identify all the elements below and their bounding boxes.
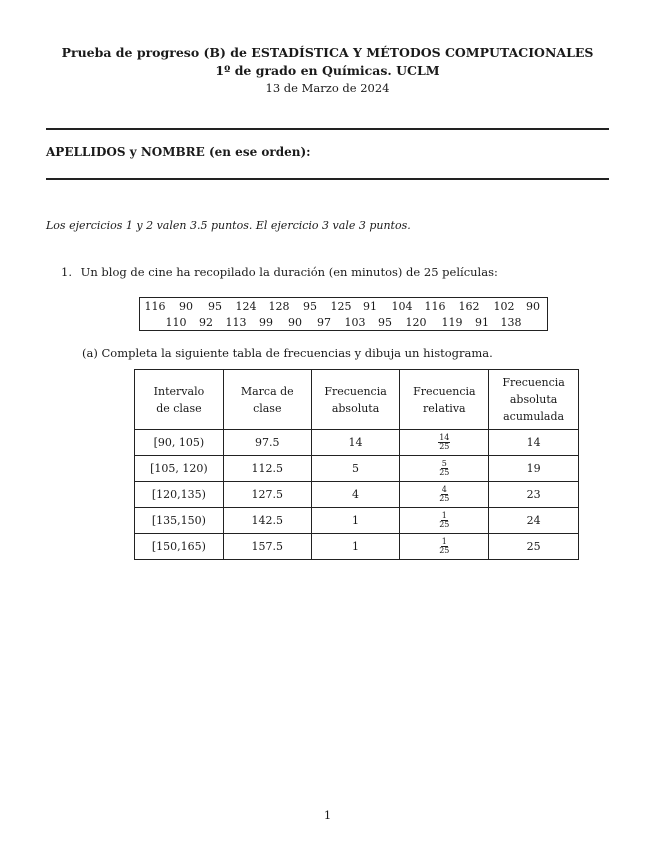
frequency-table [134, 369, 579, 560]
divider-bottom [46, 178, 609, 180]
header-relative-frequency: Frecuencia relativa [400, 370, 489, 430]
table-row [135, 456, 579, 482]
cumulative-frequency-cell: 24 [489, 508, 579, 534]
header-cumulative-frequency: Frecuencia absoluta acumulada [489, 370, 579, 430]
header-class-mark: Marca de clase [223, 370, 311, 430]
data-value: 116 [424, 300, 446, 313]
table-row [135, 482, 579, 508]
interval-cell: [90, 105) [135, 430, 224, 456]
fraction [439, 512, 449, 529]
interval-cell: [105, 120) [135, 456, 224, 482]
fraction-denominator: 25 [439, 494, 450, 503]
exam-date: 13 de Marzo de 2024 [265, 81, 390, 95]
fraction [439, 486, 449, 503]
fraction-numerator: 1 [441, 511, 447, 520]
fraction-denominator: 25 [439, 442, 450, 451]
absolute-frequency-cell: 1 [311, 508, 400, 534]
table-row [135, 534, 579, 560]
table-header-row [135, 370, 579, 430]
interval-cell: [120,135) [135, 482, 224, 508]
data-value: 95 [303, 300, 317, 313]
class-mark-cell: 157.5 [223, 534, 311, 560]
data-value: 91 [475, 316, 489, 329]
exercise-1-statement [61, 265, 498, 279]
duration-data-box [139, 297, 548, 331]
cumulative-frequency-cell: 25 [489, 534, 579, 560]
data-value: 99 [259, 316, 273, 329]
data-value: 128 [268, 300, 290, 313]
data-value: 124 [235, 300, 257, 313]
data-value: 102 [493, 300, 515, 313]
divider-top [46, 128, 609, 130]
relative-frequency-cell [400, 508, 489, 534]
class-mark-cell: 97.5 [223, 430, 311, 456]
part-a-statement: (a) Completa la siguiente tabla de frecuencias y dibuja un histograma. [82, 346, 493, 360]
class-mark-cell: 142.5 [223, 508, 311, 534]
interval-cell: [135,150) [135, 508, 224, 534]
relative-frequency-cell [400, 456, 489, 482]
header-interval: Intervalo de clase [135, 370, 224, 430]
data-value: 90 [288, 316, 302, 329]
scoring-instructions: Los ejercicios 1 y 2 valen 3.5 puntos. El ejercicio 3 vale 3 puntos. [46, 219, 411, 232]
fraction-numerator: 1 [441, 537, 447, 546]
fraction-numerator: 14 [439, 433, 450, 442]
data-value: 119 [441, 316, 463, 329]
fraction [438, 434, 450, 451]
fraction-denominator: 25 [439, 520, 450, 529]
exam-title: Prueba de progreso (B) de ESTADÍSTICA Y MÉTODOS COMPUTACIONALES [61, 45, 594, 60]
interval-cell: [150,165) [135, 534, 224, 560]
data-value: 103 [344, 316, 366, 329]
data-value: 125 [330, 300, 352, 313]
relative-frequency-cell [400, 430, 489, 456]
data-value: 97 [317, 316, 331, 329]
data-value: 104 [391, 300, 413, 313]
page-number: 1 [323, 808, 332, 822]
data-row-2 [140, 316, 547, 331]
table-row [135, 508, 579, 534]
data-value: 90 [179, 300, 193, 313]
data-value: 95 [208, 300, 222, 313]
data-value: 95 [378, 316, 392, 329]
class-mark-cell: 127.5 [223, 482, 311, 508]
class-mark-cell: 112.5 [223, 456, 311, 482]
data-value: 162 [458, 300, 480, 313]
name-field-label: APELLIDOS y NOMBRE (en ese orden): [46, 145, 311, 159]
data-value: 120 [405, 316, 427, 329]
data-row-1 [140, 300, 547, 315]
absolute-frequency-cell: 14 [311, 430, 400, 456]
fraction-numerator: 5 [441, 459, 447, 468]
data-value: 110 [165, 316, 187, 329]
table-row [135, 430, 579, 456]
data-value: 116 [144, 300, 166, 313]
absolute-frequency-cell: 5 [311, 456, 400, 482]
data-value: 138 [500, 316, 522, 329]
relative-frequency-cell [400, 482, 489, 508]
data-value: 91 [363, 300, 377, 313]
fraction-denominator: 25 [439, 468, 450, 477]
header-absolute-frequency: Frecuencia absoluta [311, 370, 400, 430]
exercise-1-number: 1. [61, 265, 72, 279]
cumulative-frequency-cell: 19 [489, 456, 579, 482]
data-value: 113 [225, 316, 247, 329]
fraction [439, 538, 449, 555]
fraction [439, 460, 449, 477]
fraction-numerator: 4 [441, 485, 447, 494]
fraction-denominator: 25 [439, 546, 450, 555]
exam-subtitle: 1º de grado en Químicas. UCLM [215, 63, 440, 78]
cumulative-frequency-cell: 23 [489, 482, 579, 508]
absolute-frequency-cell: 1 [311, 534, 400, 560]
relative-frequency-cell [400, 534, 489, 560]
data-value: 90 [526, 300, 540, 313]
cumulative-frequency-cell: 14 [489, 430, 579, 456]
absolute-frequency-cell: 4 [311, 482, 400, 508]
exercise-1-text: Un blog de cine ha recopilado la duración (en minutos) de 25 películas: [80, 265, 498, 279]
data-value: 92 [199, 316, 213, 329]
